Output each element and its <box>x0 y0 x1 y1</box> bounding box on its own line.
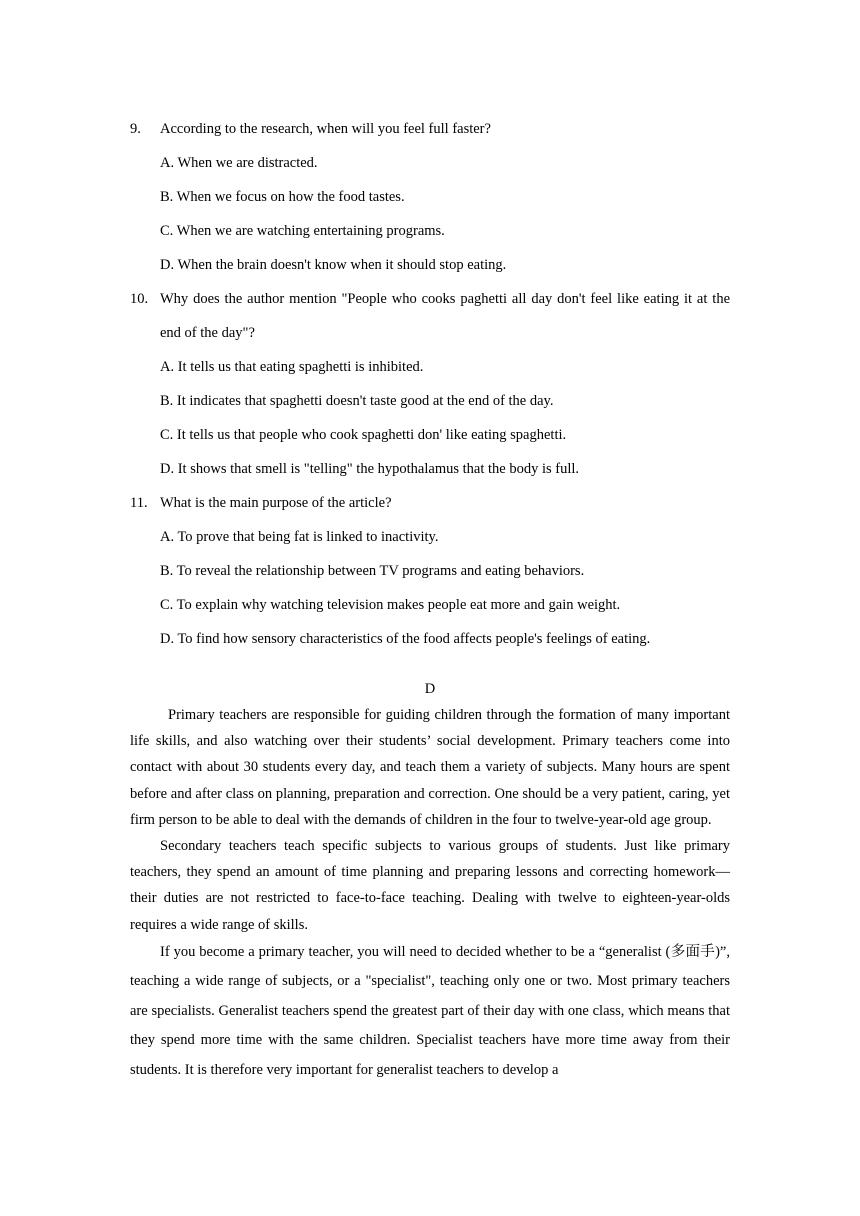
passage-paragraph: Primary teachers are responsible for guiding children through the formation of many important life skills, and also watching over their students’ social development. Primary teachers come into contact with about 30 students every day, and teach them a variety of subjects. Many hours are spent before and after class on planning, preparation and correction. One should be a very patient, caring, yet firm person to be able to deal with the demands of children in the four to twelve-year-old age group. <box>130 707 730 828</box>
option-a: A. When we are distracted. <box>160 155 318 171</box>
option-b: B. It indicates that spaghetti doesn't taste good at the end of the day. <box>160 393 554 409</box>
question-stem: Why does the author mention "People who cooks paghetti all day don't feel like eating it at the end of the day"? <box>160 291 730 341</box>
question-list <box>130 112 730 656</box>
option-a: A. To prove that being fat is linked to inactivity. <box>160 529 439 545</box>
question-number: 9. <box>130 121 141 137</box>
passage-title: D <box>424 681 436 697</box>
option-d: D. When the brain doesn't know when it should stop eating. <box>160 257 507 273</box>
question-number: 11. <box>130 495 148 511</box>
question-10 <box>130 282 730 486</box>
question-stem: What is the main purpose of the article? <box>160 495 392 511</box>
option-c: C. When we are watching entertaining programs. <box>160 223 445 239</box>
option-d: D. It shows that smell is "telling" the hypothalamus that the body is full. <box>160 461 580 477</box>
passage-paragraph: If you become a primary teacher, you will need to decided whether to be a “generalist (多面手)”, teaching a wide range of subjects, or a "specialist", teaching only one or two. Most primary teachers are specialists. Generalist teachers spend the greatest part of their day with one class, which means that they spend more time with the same children. Specialist teachers have more time away from their students. It is therefore very important for generalist teachers to develop a <box>130 943 730 1078</box>
option-d: D. To find how sensory characteristics of the food affects people's feelings of eating. <box>160 631 651 647</box>
option-b: B. When we focus on how the food tastes. <box>160 189 405 205</box>
question-11 <box>130 486 730 656</box>
question-number: 10. <box>130 291 149 307</box>
option-a: A. It tells us that eating spaghetti is inhibited. <box>160 359 424 375</box>
question-stem: According to the research, when will you feel full faster? <box>160 121 491 137</box>
question-9 <box>130 112 730 282</box>
option-b: B. To reveal the relationship between TV programs and eating behaviors. <box>160 563 585 579</box>
option-c: C. To explain why watching television makes people eat more and gain weight. <box>160 597 621 613</box>
passage-paragraph: Secondary teachers teach specific subjects to various groups of students. Just like primary teachers, they spend an amount of time planning and preparing lessons and correcting homework—their duties are not restricted to face-to-face teaching. Dealing with twelve to eighteen-year-olds requires a wide range of skills. <box>130 838 730 933</box>
option-c: C. It tells us that people who cook spaghetti don' like eating spaghetti. <box>160 427 567 443</box>
passage-body <box>130 702 730 1085</box>
